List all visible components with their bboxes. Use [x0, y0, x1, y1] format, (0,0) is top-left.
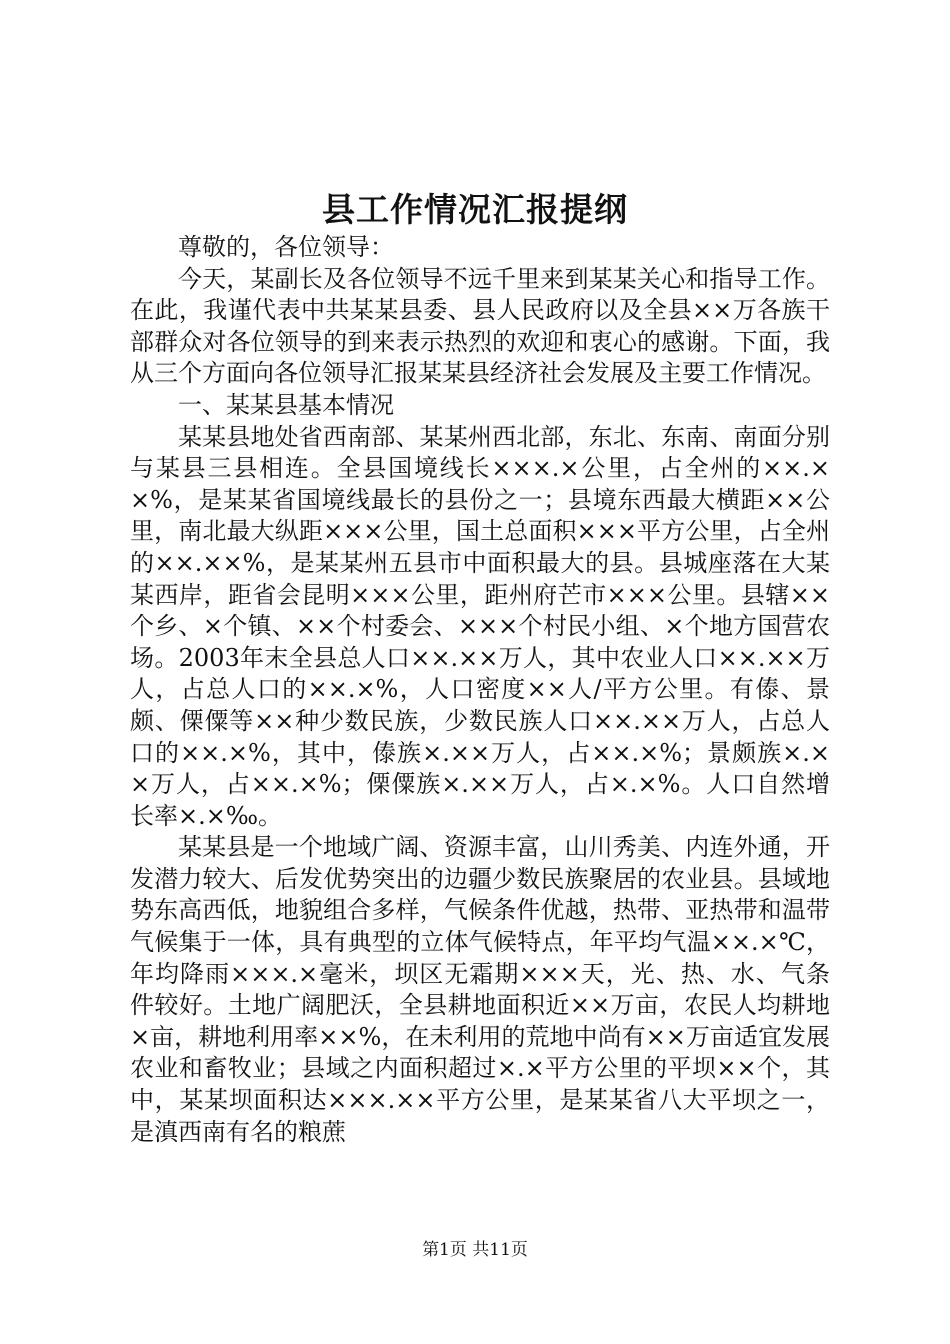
- document-body: [130, 232, 830, 1148]
- salutation-paragraph: 尊敬的，各位领导：: [178, 233, 394, 261]
- basic-info-paragraph: 某某县地处省西南部、某某州西北部，东北、东南、南面分别与某县三县相连。全县国境线长×××.×公里，占全州的××.××%，是某某省国境线最长的县份之一；县境东西最大横距××公里，南北最大纵距×××公里，国土总面积×××平方公里，占全州的××.××%，是某某州五县市中面积最大的县。县城座落在大某某西岸，距省会昆明×××公里，距州府芒市×××公里。县辖××个乡、×个镇、××个村委会、×××个村民小组、×个地方国营农场。2003年末全县总人口××.××万人，其中农业人口××.××万人，占总人口的××.×%，人口密度××人/平方公里。有傣、景颇、傈僳等××种少数民族，少数民族人口××.××万人，占总人口的××.×%，其中，傣族×.××万人，占××.×%；景颇族×.××万人，占××.×%；傈僳族×.××万人，占×.×%。人口自然增长率×.×‰。: [130, 422, 830, 830]
- intro-paragraph: 今天，某副长及各位领导不远千里来到某某关心和指导工作。在此，我谨代表中共某某县委、县人民政府以及全县××万各族干部群众对各位领导的到来表示热烈的欢迎和衷心的感谢。下面，我从三个方面向各位领导汇报某某县经济社会发展及主要工作情况。: [130, 264, 830, 388]
- county-overview-paragraph: 某某县是一个地域广阔、资源丰富，山川秀美、内连外通，开发潜力较大、后发优势突出的边疆少数民族聚居的农业县。县域地势东高西低，地貌组合多样，气候条件优越，热带、亚热带和温带气候集于一体，具有典型的立体气候特点，年平均气温××.×℃，年均降雨×××.×毫米，坝区无霜期×××天，光、热、水、气条件较好。土地广阔肥沃，全县耕地面积近××万亩，农民人均耕地×亩，耕地利用率××%，在未利用的荒地中尚有××万亩适宜发展农业和畜牧业；县域之内面积超过×.×平方公里的平坝××个，其中，某某坝面积达×××.××平方公里，是某某省八大平坝之一，是滇西南有名的粮蔗: [130, 833, 830, 1146]
- page-footer: 第1页 共11页: [422, 1240, 528, 1260]
- section-heading: 一、某某县基本情况: [178, 390, 394, 419]
- document-title: 县工作情况汇报提纲: [322, 190, 628, 229]
